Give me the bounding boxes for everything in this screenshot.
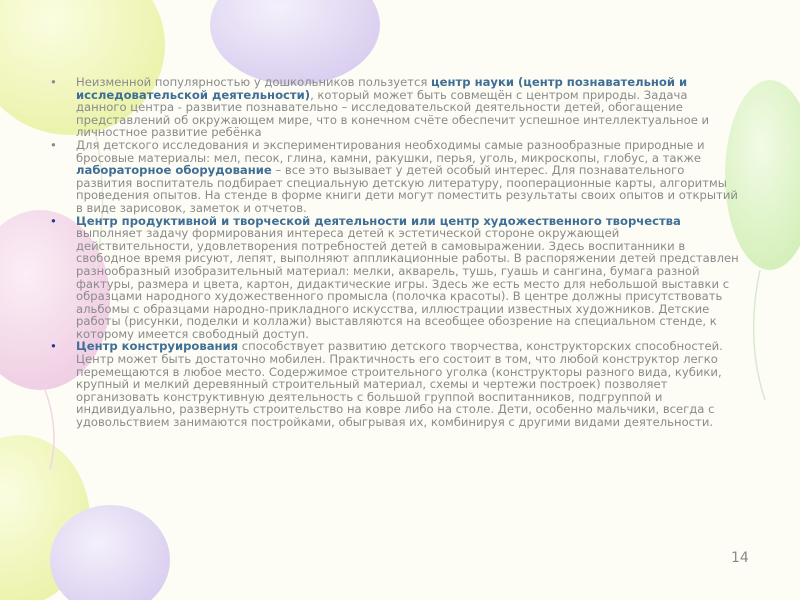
item-text: Для детского исследования и экспериментирования необходимы самые разнообразные природные и бросовые материалы: мел, песок, глина, камни, ракушки, перья, уголь, микроскопы, глобус, а также (76, 137, 705, 165)
bullet-icon: • (50, 75, 57, 89)
item-highlight: центр науки (центр познавательной и исследовательской деятельности) (76, 75, 688, 102)
bullet-icon: • (50, 339, 57, 354)
list-item (50, 340, 740, 428)
item-text: выполняет задачу формирования интереса детей к эстетической стороне окружающей действительности, удовлетворения потребностей детей в самовыражении. Здесь воспитанники в свободное время рисуют, лепят, выполняют аппликационные работы. В распоряжении детей представлен разнообразный изобразительный материал: мелки, акварель, тушь, гуашь и сангина, бумага разной фактуры, размера и цвета, картон, дидактические игры. Здесь же есть место для небольшой выставки с образцами народного художественного промысла (полочка красоты). В центре должны присутствовать альбомы с образцами народно-прикладного искусства, иллюстрации известных художников. Детские работы (рисунки, поделки и коллажи) выставляются на всеобщее обозрение на специальном стенде, к которому имеется свободный доступ. (76, 226, 739, 341)
item-text: , который может быть совмещён с центром природы. Задача данного центра - развитие познавательно – исследовательской деятельности детей, обогащение представлений об окружающем мире, что в конечном счёте обеспечит успешное интеллектуальное и личностное развитие ребёнка (76, 87, 710, 140)
item-highlight: Центр продуктивной и творческой деятельности или центр художественного творчества (76, 213, 681, 228)
item-text: Неизменной популярностью у дошкольников пользуется (76, 75, 432, 89)
bullet-icon: • (50, 137, 57, 152)
item-highlight: лабораторное оборудование (76, 163, 272, 178)
list-item (50, 139, 740, 215)
balloon-violet-top (210, 0, 380, 85)
bullet-icon: • (50, 213, 57, 228)
list-item (50, 215, 740, 341)
list-item (50, 76, 740, 139)
item-highlight: Центр конструирования (76, 339, 239, 354)
slide-content (50, 76, 740, 429)
item-text: – все это вызывает у детей особый интерес. Для познавательного развития воспитатель подбирает специальную детскую литературу, пооперационные карты, алгоритмы проведения опытов. На стенде в форме книги дети могут поместить результаты своих опытов и открытий в виде зарисовок, заметок и отчетов. (76, 163, 738, 215)
slide-number: 14 (731, 550, 749, 566)
item-text: способствует развитию детского творчества, конструкторских способностей. Центр может быть достаточно мобилен. Практичность его состоит в том, что любой конструктор легко перемещаются в любое место. Содержимое строительного уголка (конструкторы разного вида, кубики, крупный и мелкий деревянный строительный материал, схемы и чертежи построек) позволяет организовать конструктивную деятельность с большой группой воспитанников, подгруппой и индивидуально, развернуть строительство на ковре либо на столе. Дети, особенно мальчики, всегда с удовольствием занимаются постройками, обыгрывая их, комбинируя с другими видами деятельности. (76, 339, 723, 430)
